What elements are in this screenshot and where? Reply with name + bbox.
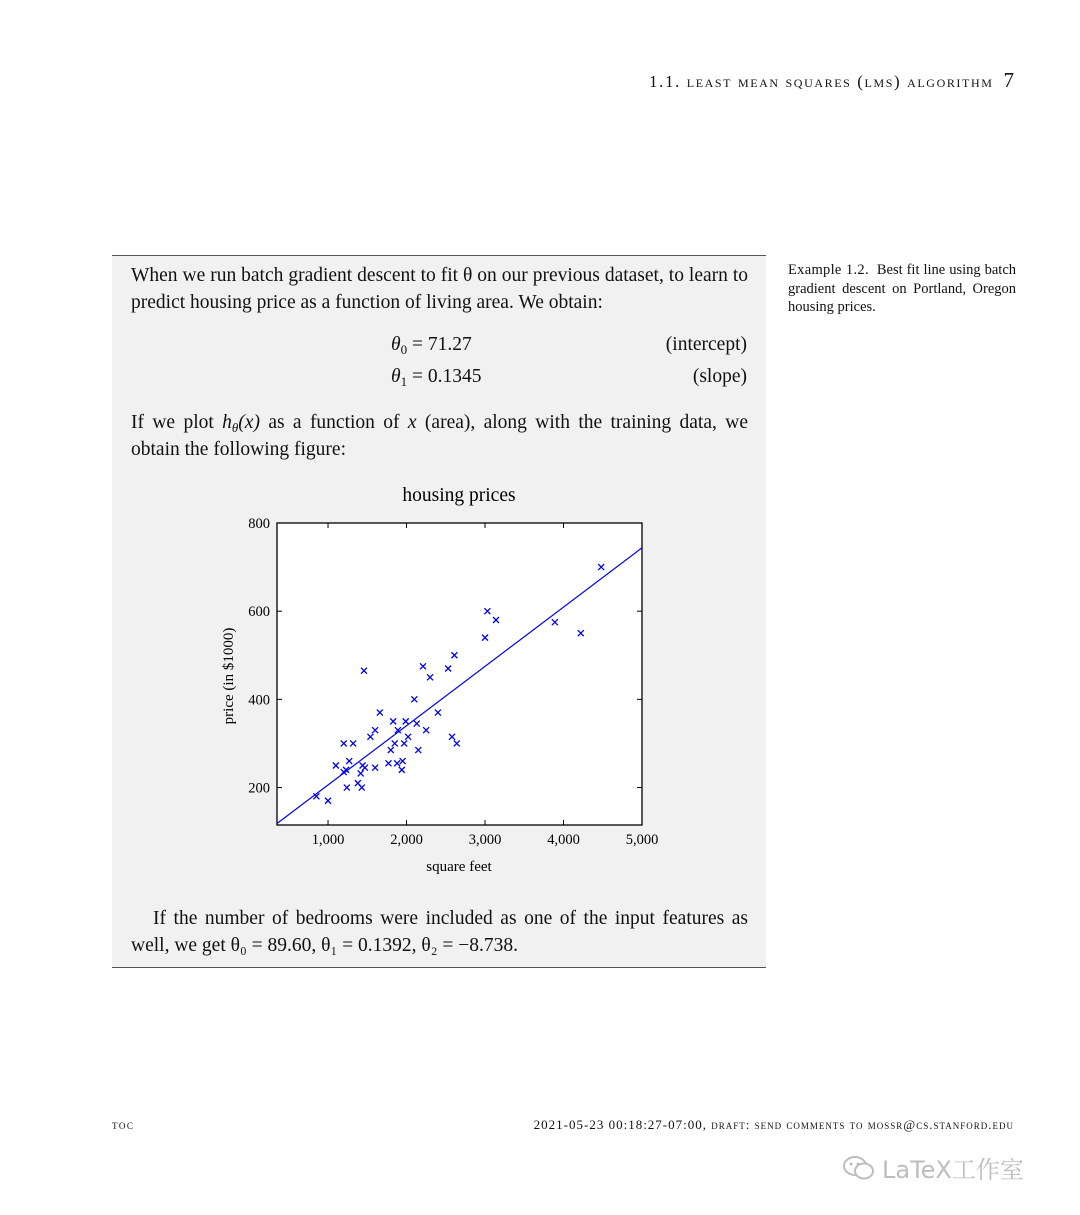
footer-draft-note: 2021-05-23 00:18:27-07:00, draft: send comments to mossr@cs.stanford.edu bbox=[533, 1117, 1014, 1132]
equation-intercept-label: (intercept) bbox=[665, 334, 747, 355]
para2-c: (area), along with the training data, we obtain the following figure: bbox=[131, 412, 748, 460]
para2-h: h bbox=[222, 412, 232, 433]
sidenote-label: Example 1.2. bbox=[788, 262, 869, 278]
y-tick-label: 800 bbox=[248, 516, 270, 532]
example-box bbox=[112, 255, 766, 968]
paragraph-plot bbox=[131, 410, 748, 463]
sidenote-text: Best fit line using batch gradient descent on Portland, Oregon housing prices. bbox=[788, 262, 1017, 315]
running-head bbox=[649, 68, 1014, 93]
para2-hx: (x) bbox=[238, 412, 260, 433]
eq2-theta: θ bbox=[391, 366, 401, 387]
equation-intercept bbox=[391, 334, 472, 356]
eq2-rhs: = 0.1345 bbox=[407, 366, 482, 387]
y-tick-label: 400 bbox=[248, 692, 270, 709]
x-tick-label: 5,000 bbox=[625, 832, 659, 848]
para2-a: If we plot bbox=[131, 412, 223, 433]
wechat-icon bbox=[842, 1154, 876, 1182]
para2-hsub: θ bbox=[231, 420, 239, 435]
equation-slope-label: (slope) bbox=[692, 366, 747, 387]
watermark-text: LaTeX工作室 bbox=[882, 1156, 1024, 1184]
x-tick-label: 1,000 bbox=[311, 832, 345, 848]
x-tick-label: 3,000 bbox=[468, 832, 502, 848]
chart-title: housing prices bbox=[402, 485, 516, 506]
x-axis-label: square feet bbox=[426, 859, 492, 875]
eq1-sub: 0 bbox=[400, 342, 408, 357]
para2-b: as a function of bbox=[259, 412, 408, 433]
eq1-theta: θ bbox=[391, 334, 401, 355]
y-axis-label: price (in $1000) bbox=[221, 627, 237, 725]
page-number: 7 bbox=[1003, 68, 1014, 92]
paragraph-bedrooms: If the number of bedrooms were included as one of the input features as well, we get θ₀ = 89.60, θ₁ = 0.1392, θ₂ = −8.738. bbox=[131, 908, 748, 956]
eq1-rhs: = 71.27 bbox=[407, 334, 472, 355]
y-tick-label: 200 bbox=[248, 780, 270, 797]
sidenote bbox=[788, 261, 1016, 317]
housing-prices-chart bbox=[112, 476, 766, 876]
y-tick-label: 600 bbox=[248, 604, 270, 621]
equation-slope bbox=[391, 366, 481, 388]
plot-frame bbox=[277, 523, 642, 825]
x-tick-label: 4,000 bbox=[547, 832, 580, 848]
running-head-section: 1.1. least mean squares (lms) algorithm bbox=[649, 72, 994, 91]
x-tick-label: 2,000 bbox=[390, 832, 423, 848]
eq2-sub: 1 bbox=[400, 374, 408, 389]
watermark bbox=[842, 1150, 1024, 1185]
footer-toc-link[interactable]: toc bbox=[112, 1117, 135, 1132]
paragraph-intro: When we run batch gradient descent to fit θ on our previous dataset, to learn to predict housing price as a function of living area. We obtain: bbox=[131, 265, 748, 313]
para2-x: x bbox=[407, 412, 417, 433]
